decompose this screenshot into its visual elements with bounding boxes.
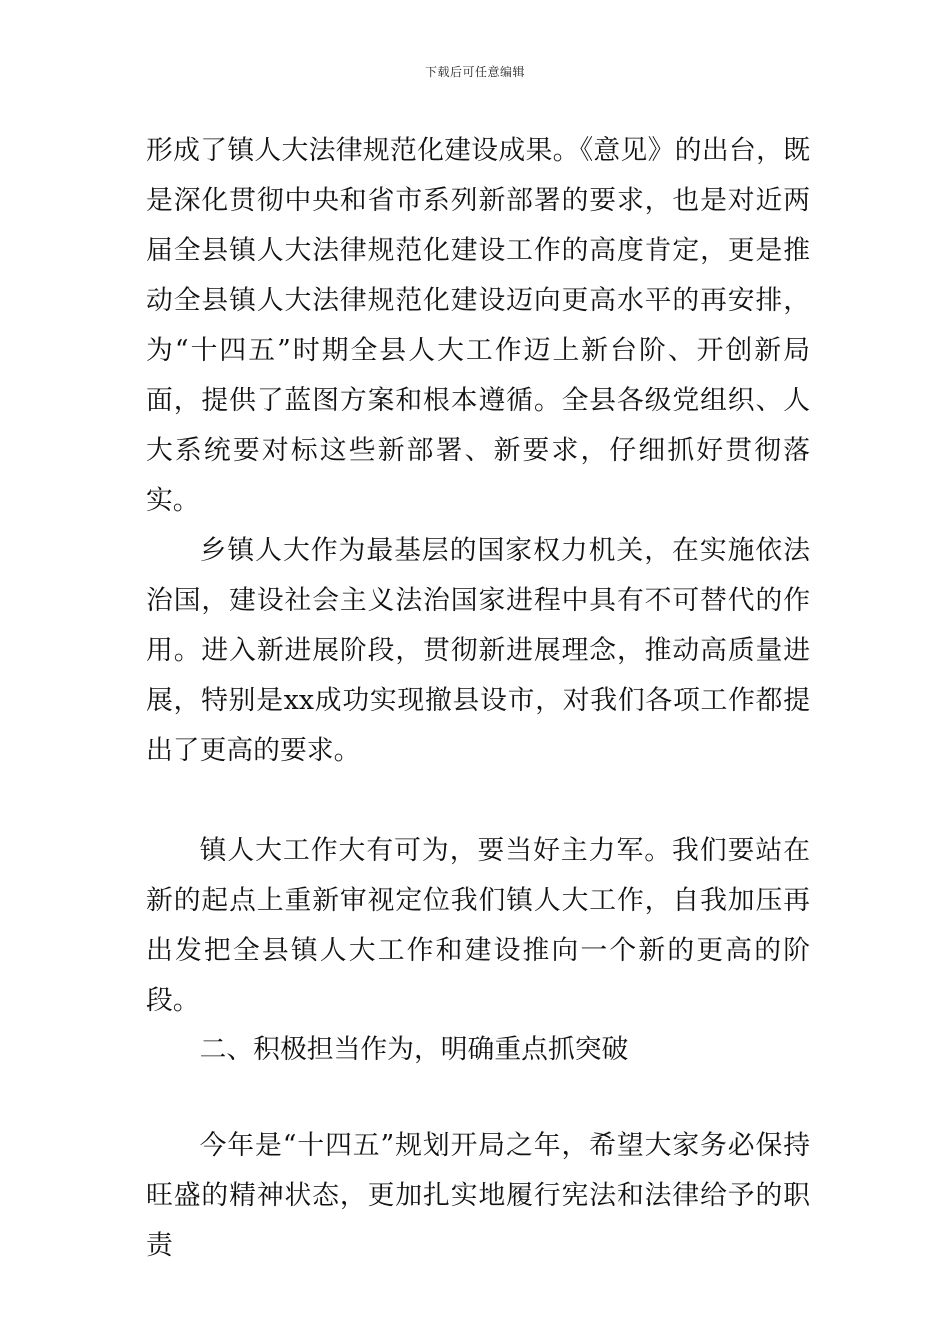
paragraph-main-force: 镇人大工作大有可为，要当好主力军。我们要站在新的起点上重新审视定位我们镇人大工作，自我加压再出发把全县镇人大工作和建设推向一个新的更高的阶段。: [146, 835, 810, 1016]
page-header: 下载后可任意编辑: [424, 65, 525, 79]
section-heading: 二、积极担当作为，明确重点抓突破: [199, 1034, 629, 1065]
paragraph-continued: 形成了镇人大法律规范化建设成果。《意见》的出台，既是深化贯彻中央和省市系列新部署的要求，也是对近两届全县镇人大法律规范化建设工作的高度肯定，更是推动全县镇人大法律规范化建设迈向更高水平的再安排，为“十四五”时期全县人大工作迈上新台阶、开创新局面，提供了蓝图方案和根本遵循。全县各级党组织、人大系统要对标这些新部署、新要求，仔细抓好贯彻落实。: [146, 135, 810, 516]
paragraph-opening-year: 今年是“十四五”规划开局之年，希望大家务必保持旺盛的精神状态，更加扎实地履行宪法和法律给予的职责: [146, 1130, 810, 1261]
paragraph-township-congress-role: 乡镇人大作为最基层的国家权力机关，在实施依法治国，建设社会主义法治国家进程中具有不可替代的作用。进入新进展阶段，贯彻新进展理念，推动高质量进展，特别是xx成功实现撤县设市，对我们各项工作都提出了更高的要求。: [146, 535, 810, 766]
